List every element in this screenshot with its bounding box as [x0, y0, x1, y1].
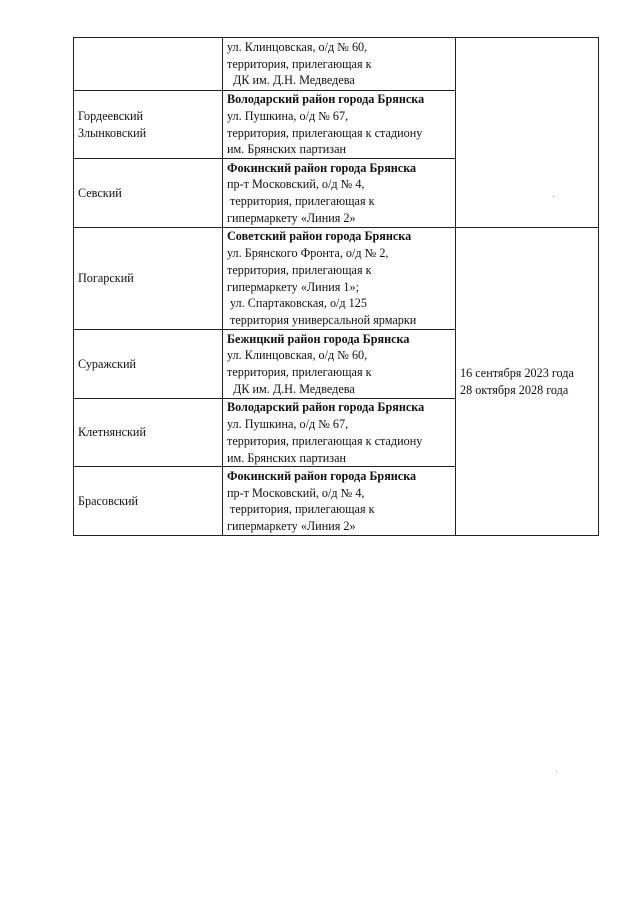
place-line: ул. Пушкина, о/д № 67,: [227, 108, 349, 123]
district-cell: [74, 330, 223, 399]
start-date: 16 сентября 2023 года: [460, 365, 574, 380]
place-line: территория, прилегающая к: [230, 502, 375, 517]
district-cell: [74, 467, 223, 536]
district-cell: [74, 91, 223, 159]
place-line: территория, прилегающая к: [230, 194, 375, 209]
place-line: территория, прилегающая к стадиону: [227, 433, 423, 448]
place-line: пр-т Московский, о/д № 4,: [227, 485, 365, 500]
place-district-heading: Бежицкий район города Брянска: [227, 331, 410, 346]
place-district-heading: Володарский район города Брянска: [227, 92, 425, 106]
place-line: территория, прилегающая к: [227, 56, 372, 71]
place-line: им. Брянских партизан: [227, 450, 347, 465]
place-line: ДК им. Д.Н. Медведева: [233, 73, 355, 88]
place-line: пр-т Московский, о/д № 4,: [227, 177, 365, 192]
place-line: гипермаркету «Линия 2»: [227, 210, 356, 225]
district-name: Суражский: [78, 356, 136, 371]
date-cell-empty: [456, 38, 599, 228]
place-line: гипермаркету «Линия 2»: [227, 519, 356, 534]
district-name: Брасовский: [78, 493, 139, 508]
district-name: Погарский: [78, 271, 134, 286]
place-cell: [223, 91, 456, 159]
place-cell: [223, 159, 456, 228]
table-row: [74, 228, 599, 330]
place-cell: [223, 38, 456, 91]
place-line: территория, прилегающая к стадиону: [227, 125, 423, 140]
place-line: территория, прилегающая к: [227, 262, 372, 277]
place-district-heading: Советский район города Брянска: [227, 229, 412, 244]
scan-speck: [553, 196, 554, 197]
district-cell: [74, 399, 223, 467]
place-district-heading: Володарский район города Брянска: [227, 400, 425, 415]
place-line: территория универсальной ярмарки: [230, 313, 417, 328]
place-line: ДК им. Д.Н. Медведева: [233, 381, 355, 396]
end-date: 28 октября 2028 года: [460, 382, 569, 397]
place-cell: [223, 399, 456, 467]
place-cell: [223, 228, 456, 330]
place-line: ул. Пушкина, о/д № 67,: [227, 416, 349, 431]
scan-speck: [556, 771, 557, 772]
place-line: ул. Клинцовская, о/д № 60,: [227, 348, 368, 363]
place-district-heading: Фокинский район города Брянска: [227, 468, 417, 483]
district-cell: [74, 38, 223, 91]
place-cell: [223, 467, 456, 536]
district-cell: [74, 159, 223, 228]
place-line: ул. Брянского Фронта, о/д № 2,: [227, 246, 389, 261]
district-cell: [74, 228, 223, 330]
district-name: Гордеевский: [78, 108, 144, 123]
place-cell: [223, 330, 456, 399]
place-district-heading: Фокинский район города Брянска: [227, 160, 417, 175]
place-line: территория, прилегающая к: [227, 365, 372, 380]
place-line: ул. Спартаковская, о/д 125: [230, 296, 367, 311]
place-line: гипермаркету «Линия 1»;: [227, 279, 359, 294]
place-line: ул. Клинцовская, о/д № 60,: [227, 39, 368, 54]
place-line: им. Брянских партизан: [227, 142, 347, 157]
district-name: Клетнянский: [78, 425, 146, 440]
district-name: Севский: [78, 185, 122, 200]
table-row: [74, 38, 599, 91]
fair-schedule-table: [73, 37, 599, 536]
date-cell: [456, 228, 599, 536]
district-name: Злынковский: [78, 125, 147, 140]
